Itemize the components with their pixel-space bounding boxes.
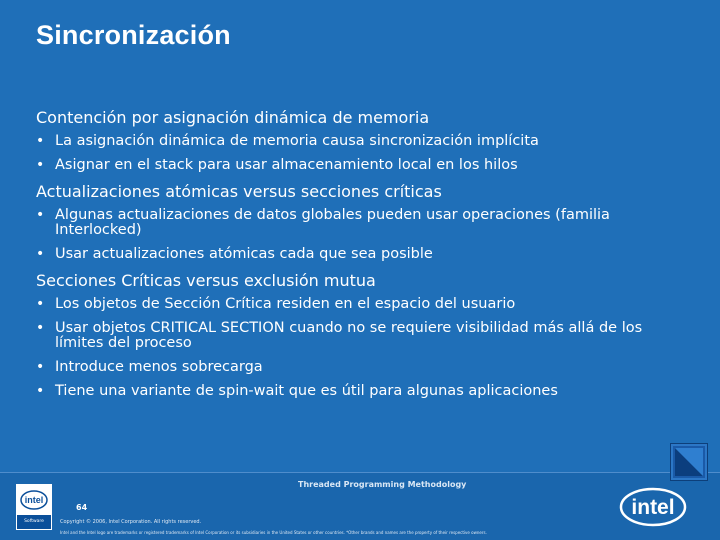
bullet-item: • Usar actualizaciones atómicas cada que sea posible xyxy=(36,247,686,262)
section-allocation xyxy=(36,108,686,173)
legal-text: Intel and the Intel logo are trademarks or registered trademarks of Intel Corporation or its subsidiaries in the United States or other countries. *Other brands and names are the property of their respective owners. xyxy=(60,530,487,535)
badge-label: Software xyxy=(17,515,51,529)
bullet-item: • Algunas actualizaciones de datos globales pueden usar operaciones (familia Interlocked) xyxy=(36,208,686,238)
bullet-item: • Los objetos de Sección Crítica residen en el espacio del usuario xyxy=(36,297,686,312)
bullet-item: • Tiene una variante de spin-wait que es útil para algunas aplicaciones xyxy=(36,384,686,399)
bullet-item: • La asignación dinámica de memoria causa sincronización implícita xyxy=(36,134,686,149)
intel-logo-text: intel xyxy=(631,496,675,519)
bullet-list xyxy=(36,208,686,262)
bullet-item: • Usar objetos CRITICAL SECTION cuando no se requiere visibilidad más allá de los límites del proceso xyxy=(36,321,686,351)
intel-logo-icon xyxy=(618,484,688,528)
bullet-item: • Introduce menos sobrecarga xyxy=(36,360,686,375)
intel-logo xyxy=(618,484,688,528)
section-heading: Secciones Críticas versus exclusión mutua xyxy=(36,271,376,290)
section-heading: Actualizaciones atómicas versus secciones críticas xyxy=(36,182,442,201)
intel-badge-logo-icon xyxy=(17,485,51,515)
next-slide-button[interactable] xyxy=(670,443,708,481)
section-atomic xyxy=(36,182,686,262)
badge-logo-text: intel xyxy=(24,495,44,505)
page-number: 64 xyxy=(76,503,88,512)
next-slide-triangle-icon xyxy=(671,444,707,480)
footer-methodology: Threaded Programming Methodology xyxy=(298,480,467,489)
slide-title: Sincronización xyxy=(36,20,231,50)
section-heading: Contención por asignación dinámica de memoria xyxy=(36,108,430,127)
bullet-item: • Asignar en el stack para usar almacenamiento local en los hilos xyxy=(36,158,686,173)
footer-divider xyxy=(0,472,720,473)
intel-badge-logo-area xyxy=(17,485,51,515)
intel-software-badge xyxy=(16,484,52,530)
bullet-list xyxy=(36,134,686,173)
bullet-list xyxy=(36,297,686,399)
copyright-text: Copyright © 2006, Intel Corporation. All rights reserved. xyxy=(60,519,202,525)
section-critical xyxy=(36,271,686,399)
slide-content xyxy=(36,108,686,408)
